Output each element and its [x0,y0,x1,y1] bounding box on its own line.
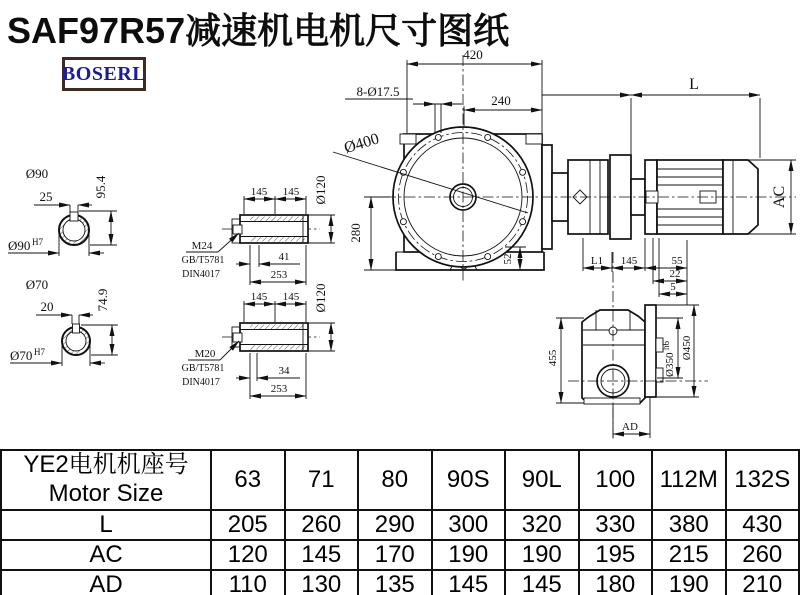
table-row-AD [1,570,799,595]
shaft-section-90 [8,166,117,256]
dim-280-label: 280 [348,223,363,243]
cell-AD-63: 110 [211,570,285,595]
dim-20-label: 20 [40,299,54,314]
dim-145-a: 145 [250,186,268,198]
note-din4017-a: DIN4017 [182,269,220,280]
dim-bore-70h7 [10,347,45,363]
boserl-logo-text: BOSERL [61,62,147,85]
row-label-L: L [1,510,211,540]
cell-AC-71: 145 [285,540,359,570]
table-row-AC [1,540,799,570]
svg-text:Ø70: Ø70 [10,348,33,363]
cell-AC-80: 170 [358,540,432,570]
dim-d450-label: Ø450 [681,335,693,361]
hollow-shaft-m20 [182,284,335,399]
svg-text:H7: H7 [34,347,45,357]
dim-AC-label: AC [771,185,788,209]
col-header-80: 80 [358,450,432,510]
dim-d120-b: Ø120 [313,283,328,313]
dim-34: 34 [278,365,290,377]
note-m24: M24 [191,240,213,252]
cell-L-90s: 300 [432,510,506,540]
dim-420-label: 420 [463,47,483,62]
dim-d400-label: Ø400 [342,130,382,158]
dim-bore-90h7 [8,237,43,253]
dim-8xd17-5-label: 8-Ø17.5 [356,84,400,99]
col-header-132s: 132S [726,450,800,510]
page-title: SAF97R57减速机电机尺寸图纸 [7,10,510,51]
cell-L-100: 330 [579,510,653,540]
col-header-90s: 90S [432,450,506,510]
motor-size-header-cn: YE2电机机座号 [23,451,189,478]
cell-AC-100: 195 [579,540,653,570]
svg-text:Ø350: Ø350 [664,352,676,377]
svg-text:h6: h6 [661,341,671,350]
dim-240-label: 240 [491,93,511,108]
col-header-90l: 90L [505,450,579,510]
shaft-section-70 [10,277,118,366]
dim-AD-label: AD [622,421,638,433]
dim-145-c: 145 [250,291,268,303]
note-gbt5781-b: GB/T5781 [181,363,225,374]
dim-95-4-label: 95.4 [93,175,108,199]
note-din4017-b: DIN4017 [182,377,220,388]
motor-size-header-en: Motor Size [48,479,164,507]
dim-5-label: 5 [670,281,676,293]
dim-41: 41 [278,251,290,263]
gearbox-bottom-view [582,305,663,404]
dim-145-b: 145 [282,186,300,198]
cell-AD-90l: 145 [505,570,579,595]
dim-d350h6-label [661,341,676,378]
row-label-AC: AC [1,540,211,570]
cell-AC-90s: 190 [432,540,506,570]
cell-AC-112m: 215 [652,540,726,570]
motor-size-header-cell [1,450,211,510]
dim-74-9-label: 74.9 [95,288,110,312]
dim-25-label: 25 [39,189,53,204]
cell-AC-90l: 190 [505,540,579,570]
dim-52-label: 52 [502,253,514,265]
note-gbt5781-a: GB/T5781 [181,255,225,266]
svg-text:Ø90: Ø90 [8,238,31,253]
gearbox-front-view [333,127,544,270]
dim-55-label: 55 [671,255,683,267]
dim-d70-label: Ø70 [25,277,49,292]
cell-L-90l: 320 [505,510,579,540]
cell-L-71: 260 [285,510,359,540]
dim-d90-label: Ø90 [25,166,49,181]
cell-AD-100: 180 [579,570,653,595]
dim-d120-a: Ø120 [313,175,328,205]
dim-22-label: 22 [669,268,681,280]
dim-L1-label: L1 [590,255,604,267]
dim-253-a: 253 [270,269,288,281]
cell-AD-71: 130 [285,570,359,595]
cell-L-80: 290 [358,510,432,540]
col-header-71: 71 [285,450,359,510]
table-header-row [1,450,799,510]
cell-AD-112m: 190 [652,570,726,595]
dim-455-label: 455 [547,349,559,367]
note-m20: M20 [194,348,216,360]
dim-145-d: 145 [282,291,300,303]
dim-L-label: L [689,76,699,93]
cell-L-112m: 380 [652,510,726,540]
row-label-AD: AD [1,570,211,595]
dim-145-e: 145 [620,255,638,267]
svg-text:H7: H7 [32,237,43,247]
dim-253-b: 253 [270,383,288,395]
cell-AD-80: 135 [358,570,432,595]
col-header-63: 63 [211,450,285,510]
cell-AD-132s: 210 [726,570,800,595]
cell-L-132s: 430 [726,510,800,540]
col-header-112m: 112M [652,450,726,510]
cell-AC-63: 120 [211,540,285,570]
cell-AD-90s: 145 [432,570,506,595]
cell-AC-132s: 260 [726,540,800,570]
motor-dimension-table [0,449,800,595]
cell-L-63: 205 [211,510,285,540]
table-row-L [1,510,799,540]
hollow-shaft-m24 [182,176,335,285]
col-header-100: 100 [579,450,653,510]
